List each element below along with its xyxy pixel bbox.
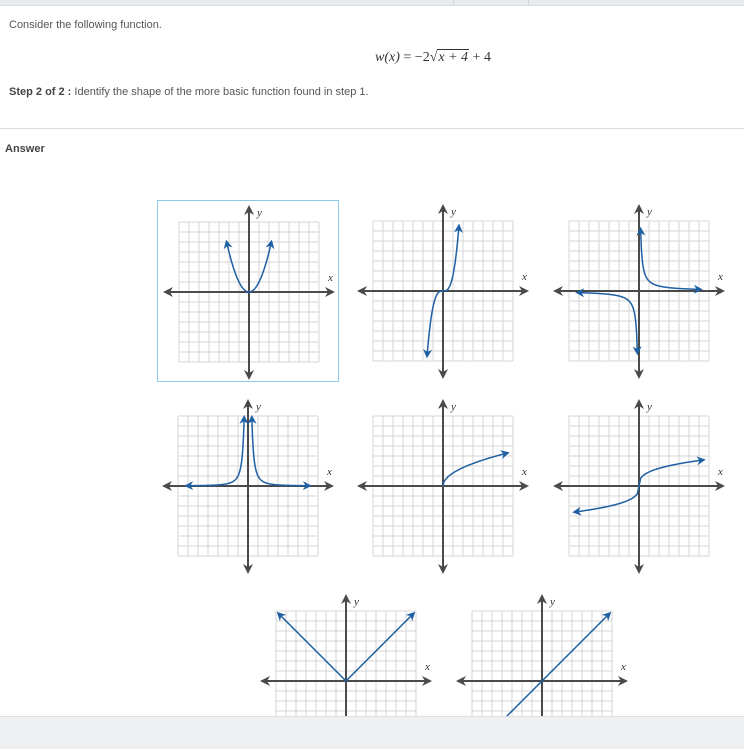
graph-cubic [352, 200, 534, 382]
graph-choice-absolute-value[interactable] [255, 590, 437, 716]
y-axis-label: y [451, 206, 456, 218]
graph-choice-reciprocal-squared[interactable] [157, 395, 339, 577]
question-intro: Consider the following function. [9, 19, 162, 31]
x-axis-label: x [621, 661, 626, 673]
x-axis-label: x [522, 271, 527, 283]
toolbar-divider [453, 0, 454, 5]
equation-coefficient: −2 [414, 50, 430, 65]
y-axis-label: y [256, 401, 261, 413]
footer-bar [0, 716, 744, 749]
equation-tail: + 4 [472, 50, 491, 65]
sqrt-radical: √x + 4 [429, 50, 469, 65]
y-axis-label: y [647, 401, 652, 413]
function-curve [641, 229, 701, 290]
y-axis-label: y [257, 207, 262, 219]
step-instruction [9, 86, 369, 98]
graph-cube-root [548, 395, 730, 577]
x-axis-label: x [522, 466, 527, 478]
equation-lhs: w(x) [375, 50, 400, 65]
graph-choice-reciprocal[interactable] [548, 200, 730, 382]
graph-reciprocal [548, 200, 730, 382]
graph-reciprocal-squared [157, 395, 339, 577]
graph-choice-linear[interactable] [451, 590, 633, 716]
graph-linear [451, 590, 633, 716]
graph-absolute-value [255, 590, 437, 716]
function-curve [577, 293, 637, 354]
y-axis-label: y [550, 596, 555, 608]
equation-radicand: x + 4 [438, 50, 469, 65]
step-text: Identify the shape of the more basic function found in step 1. [74, 86, 369, 98]
y-axis-label: y [451, 401, 456, 413]
equation-equals: = [403, 50, 412, 65]
step-label: Step 2 of 2 : [9, 86, 72, 98]
graph-choice-cube-root[interactable] [548, 395, 730, 577]
x-axis-label: x [718, 271, 723, 283]
section-divider [0, 128, 744, 129]
graph-choice-cubic[interactable] [352, 200, 534, 382]
graph-choice-square-root[interactable] [352, 395, 534, 577]
x-axis-label: x [718, 466, 723, 478]
x-axis-label: x [328, 272, 333, 284]
toolbar-divider [528, 0, 529, 5]
graph-parabola [158, 201, 339, 382]
y-axis-label: y [647, 206, 652, 218]
function-curve [252, 417, 310, 486]
function-curve [186, 417, 244, 486]
graph-choice-parabola[interactable] [157, 200, 339, 382]
top-toolbar-strip [0, 0, 744, 6]
answer-label: Answer [5, 143, 45, 155]
x-axis-label: x [327, 466, 332, 478]
y-axis-label: y [354, 596, 359, 608]
graph-square-root [352, 395, 534, 577]
function-equation [375, 50, 491, 66]
x-axis-label: x [425, 661, 430, 673]
